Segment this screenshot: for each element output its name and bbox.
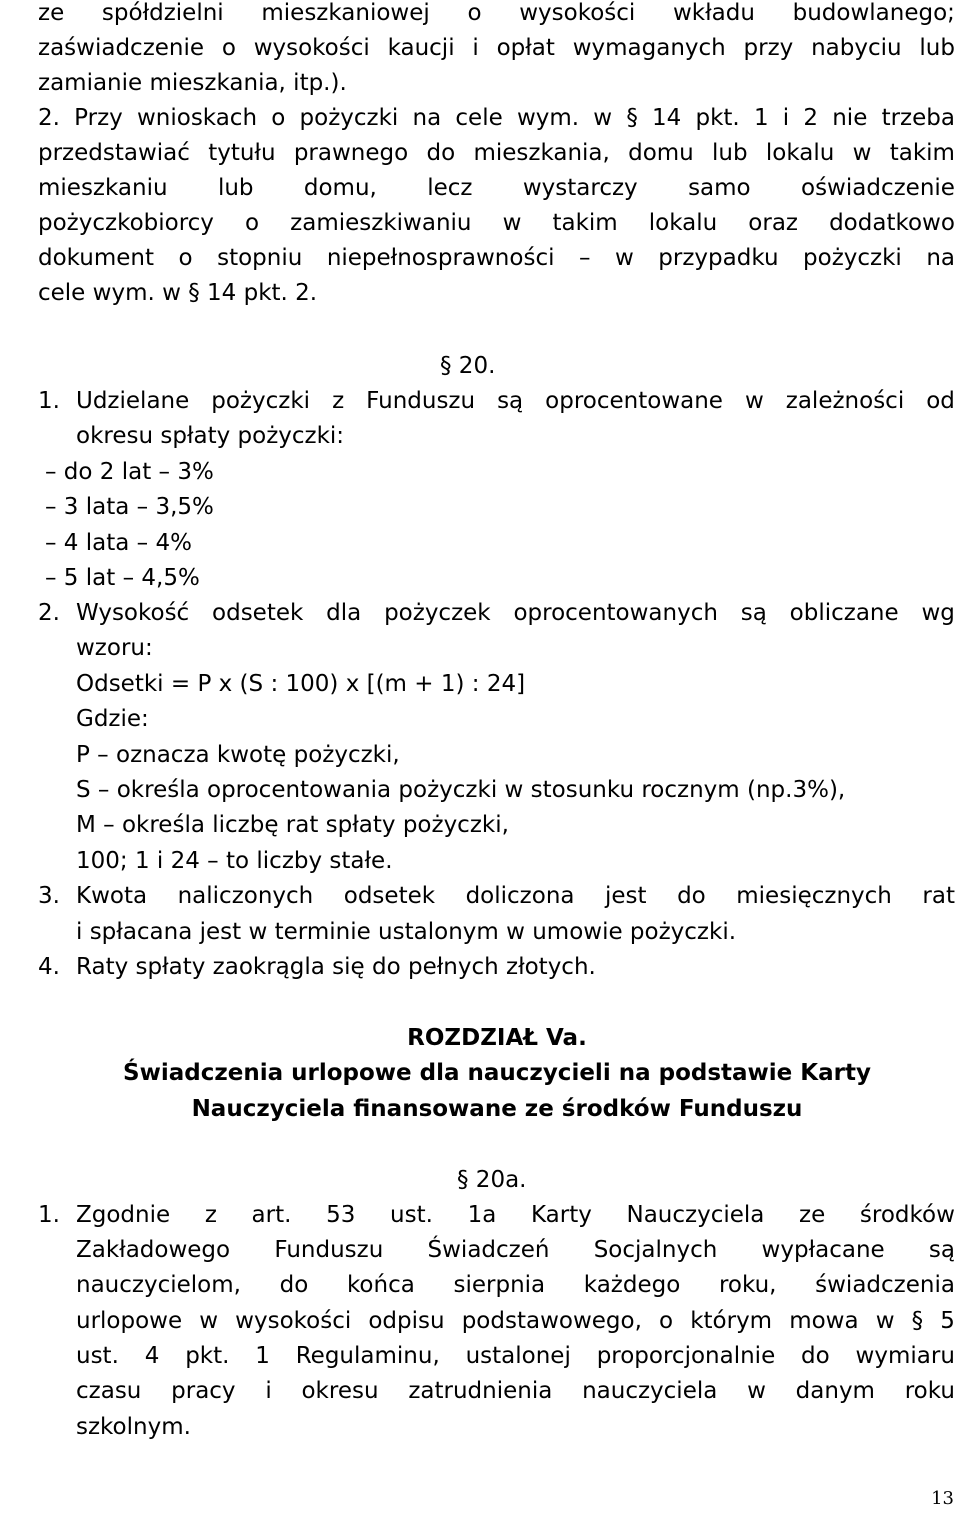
word: do xyxy=(677,883,706,909)
word: nauczycielom, xyxy=(76,1272,241,1298)
word: wg xyxy=(921,600,955,626)
word: prawnego xyxy=(293,140,409,166)
word: budowlanego; xyxy=(792,0,955,26)
word: wypłacane xyxy=(761,1237,885,1263)
word: są xyxy=(740,600,767,626)
word: miesięcznych xyxy=(736,883,892,909)
rate-item: – 5 lat – 4,5% xyxy=(45,565,200,591)
section-heading: § 20. xyxy=(440,353,496,379)
word: odpisu xyxy=(368,1308,445,1334)
word: mieszkaniu xyxy=(38,175,168,201)
word: mieszkania, xyxy=(473,140,610,166)
word: Wysokość xyxy=(76,600,190,626)
paragraph-line xyxy=(38,101,955,136)
word: zatrudnienia xyxy=(408,1378,553,1404)
word: o xyxy=(245,210,260,236)
paragraph-line xyxy=(38,31,955,66)
word: doliczona xyxy=(465,883,575,909)
word: niepełnosprawności xyxy=(326,245,555,271)
word: lub xyxy=(217,175,254,201)
word: Udzielane xyxy=(76,388,190,414)
word: samo xyxy=(688,175,751,201)
word: są xyxy=(928,1237,955,1263)
word: o xyxy=(178,245,193,271)
word: dodatkowo xyxy=(829,210,955,236)
paragraph-line: okresu spłaty pożyczki: xyxy=(76,423,345,449)
word: pkt. xyxy=(695,105,740,131)
rate-item: – do 2 lat – 3% xyxy=(45,459,214,485)
word: 14 xyxy=(652,105,682,131)
word: takim xyxy=(552,210,618,236)
word: na xyxy=(412,105,442,131)
word: 2. xyxy=(38,105,60,131)
paragraph-line: Raty spłaty zaokrągla się do pełnych złotych. xyxy=(76,954,596,980)
word: lub xyxy=(919,35,955,61)
word: Kwota xyxy=(76,883,148,909)
word: cele xyxy=(455,105,503,131)
word: w xyxy=(614,245,634,271)
word: na xyxy=(926,245,955,271)
word: ze xyxy=(799,1202,826,1228)
word: pracy xyxy=(171,1378,236,1404)
word: którym xyxy=(690,1308,773,1334)
word: wysokości xyxy=(253,35,370,61)
word: o xyxy=(271,105,286,131)
word: w xyxy=(199,1308,219,1334)
word: ze xyxy=(38,0,65,26)
word: wysokości xyxy=(235,1308,352,1334)
word: końca xyxy=(346,1272,415,1298)
paragraph-line xyxy=(76,1198,955,1233)
word: wystarczy xyxy=(522,175,638,201)
word: do xyxy=(801,1343,830,1369)
word: w xyxy=(852,140,872,166)
word: Przy xyxy=(74,105,123,131)
definition-line: M – określa liczbę rat spłaty pożyczki, xyxy=(76,812,509,838)
word: jest xyxy=(605,883,647,909)
word: pkt. xyxy=(185,1343,230,1369)
word: Regulaminu, xyxy=(295,1343,440,1369)
word: rat xyxy=(922,883,955,909)
word: Zakładowego xyxy=(76,1237,231,1263)
paragraph-line xyxy=(38,0,955,31)
word: danym xyxy=(795,1378,875,1404)
word: lecz xyxy=(427,175,473,201)
word: wysokości xyxy=(519,0,636,26)
word: Świadczeń xyxy=(427,1237,550,1263)
word: okresu xyxy=(301,1378,379,1404)
word: 1 xyxy=(753,105,769,131)
word: Funduszu xyxy=(366,388,476,414)
word: wnioskach xyxy=(136,105,258,131)
word: proporcjonalnie xyxy=(596,1343,776,1369)
paragraph-line xyxy=(38,206,955,241)
word: w xyxy=(747,1378,766,1404)
section-heading: § 20a. xyxy=(457,1167,527,1193)
word: oświadczenie xyxy=(801,175,955,201)
word: w xyxy=(875,1308,895,1334)
word: wkładu xyxy=(673,0,755,26)
word: lokalu xyxy=(765,140,835,166)
word: pożyczki xyxy=(299,105,399,131)
word: wymaganych xyxy=(572,35,726,61)
word: 4 xyxy=(144,1343,160,1369)
word: 1a xyxy=(467,1202,497,1228)
paragraph-line xyxy=(38,136,955,171)
paragraph-line xyxy=(76,384,955,419)
word: 5 xyxy=(940,1308,955,1334)
word: Nauczyciela xyxy=(626,1202,765,1228)
word: 53 xyxy=(326,1202,356,1228)
word: 1 xyxy=(255,1343,270,1369)
paragraph-line xyxy=(76,1374,955,1409)
word: pożyczki xyxy=(803,245,902,271)
word: § xyxy=(911,1308,924,1334)
word: oprocentowanych xyxy=(513,600,718,626)
word: stopniu xyxy=(217,245,303,271)
paragraph-line xyxy=(76,879,955,914)
word: i xyxy=(782,105,790,131)
word: czasu xyxy=(76,1378,142,1404)
word: nie xyxy=(832,105,868,131)
word: lokalu xyxy=(648,210,718,236)
word: roku, xyxy=(718,1272,777,1298)
word: domu xyxy=(628,140,694,166)
word: podstawowego, xyxy=(461,1308,642,1334)
paragraph-line: wzoru: xyxy=(76,635,153,661)
word: Karty xyxy=(530,1202,592,1228)
word: ust. xyxy=(76,1343,119,1369)
word: kaucji xyxy=(387,35,455,61)
word: pożyczki xyxy=(211,388,311,414)
word: każdego xyxy=(583,1272,681,1298)
paragraph-line xyxy=(38,241,955,276)
word: w xyxy=(593,105,613,131)
word: spółdzielni xyxy=(101,0,224,26)
word: od xyxy=(926,388,955,414)
word: wymiaru xyxy=(855,1343,955,1369)
chapter-label: ROZDZIAŁ Va. xyxy=(407,1025,587,1051)
word: oprocentowane xyxy=(545,388,723,414)
word: o xyxy=(659,1308,674,1334)
paragraph-line xyxy=(76,596,955,631)
definition-line: P – oznacza kwotę pożyczki, xyxy=(76,742,400,768)
item-number: 1. xyxy=(38,388,60,414)
word: opłat xyxy=(496,35,555,61)
word: sierpnia xyxy=(453,1272,546,1298)
word: z xyxy=(204,1202,217,1228)
word: zależności xyxy=(785,388,905,414)
formula: Odsetki = P x (S : 100) x [(m + 1) : 24] xyxy=(76,671,526,697)
paragraph-line xyxy=(76,1268,955,1303)
word: pożyczek xyxy=(384,600,491,626)
paragraph-line: zamianie mieszkania, itp.). xyxy=(38,70,347,96)
rate-item: – 4 lata – 4% xyxy=(45,530,192,556)
paragraph-line: cele wym. w § 14 pkt. 2. xyxy=(38,280,318,306)
word: ust. xyxy=(390,1202,433,1228)
item-number: 4. xyxy=(38,954,60,980)
definition-line: S – określa oprocentowania pożyczki w stosunku rocznym (np.3%), xyxy=(76,777,846,803)
word: domu, xyxy=(303,175,377,201)
where-label: Gdzie: xyxy=(76,706,149,732)
word: – xyxy=(578,245,591,271)
word: mieszkaniowej xyxy=(261,0,430,26)
word: tytułu xyxy=(208,140,276,166)
word: lub xyxy=(712,140,748,166)
word: do xyxy=(426,140,456,166)
word: art. xyxy=(251,1202,292,1228)
paragraph-line xyxy=(76,1304,955,1339)
word: z xyxy=(332,388,345,414)
word: Socjalnych xyxy=(593,1237,718,1263)
item-number: 2. xyxy=(38,600,60,626)
word: zaświadczenie xyxy=(38,35,205,61)
chapter-title: Świadczenia urlopowe dla nauczycieli na podstawie Karty xyxy=(123,1060,871,1086)
word: ustalonej xyxy=(465,1343,571,1369)
word: przypadku xyxy=(658,245,779,271)
word: o xyxy=(221,35,236,61)
word: i xyxy=(472,35,479,61)
paragraph-line: i spłacana jest w terminie ustalonym w umowie pożyczki. xyxy=(76,919,737,945)
chapter-title: Nauczyciela finansowane ze środków Funduszu xyxy=(191,1096,803,1122)
word: Zgodnie xyxy=(76,1202,171,1228)
word: środków xyxy=(859,1202,955,1228)
word: dokument xyxy=(38,245,155,271)
paragraph-line xyxy=(76,1233,955,1268)
word: pożyczkobiorcy xyxy=(38,210,214,236)
word: mowa xyxy=(789,1308,859,1334)
word: roku xyxy=(904,1378,955,1404)
word: dla xyxy=(326,600,362,626)
word: świadczenia xyxy=(815,1272,955,1298)
definition-line: 100; 1 i 24 – to liczby stałe. xyxy=(76,848,393,874)
word: nauczyciela xyxy=(582,1378,718,1404)
paragraph-line xyxy=(38,171,955,206)
word: Funduszu xyxy=(274,1237,384,1263)
word: w xyxy=(502,210,522,236)
word: § xyxy=(626,105,638,131)
paragraph-line: szkolnym. xyxy=(76,1414,191,1440)
item-number: 3. xyxy=(38,883,60,909)
word: odsetek xyxy=(212,600,304,626)
word: trzeba xyxy=(881,105,955,131)
word: obliczane xyxy=(789,600,899,626)
rate-item: – 3 lata – 3,5% xyxy=(45,494,214,520)
word: i xyxy=(265,1378,272,1404)
word: oraz xyxy=(748,210,798,236)
word: do xyxy=(279,1272,309,1298)
word: w xyxy=(744,388,764,414)
word: wym. xyxy=(516,105,580,131)
word: takim xyxy=(889,140,955,166)
word: przedstawiać xyxy=(38,140,190,166)
page-number: 13 xyxy=(931,1488,954,1509)
word: są xyxy=(497,388,524,414)
item-number: 1. xyxy=(38,1202,60,1228)
word: odsetek xyxy=(343,883,436,909)
word: naliczonych xyxy=(177,883,314,909)
word: 2 xyxy=(803,105,819,131)
word: o xyxy=(467,0,482,26)
paragraph-line xyxy=(76,1339,955,1374)
word: przy xyxy=(743,35,794,61)
word: nabyciu xyxy=(811,35,902,61)
word: urlopowe xyxy=(76,1308,183,1334)
word: zamieszkiwaniu xyxy=(290,210,472,236)
